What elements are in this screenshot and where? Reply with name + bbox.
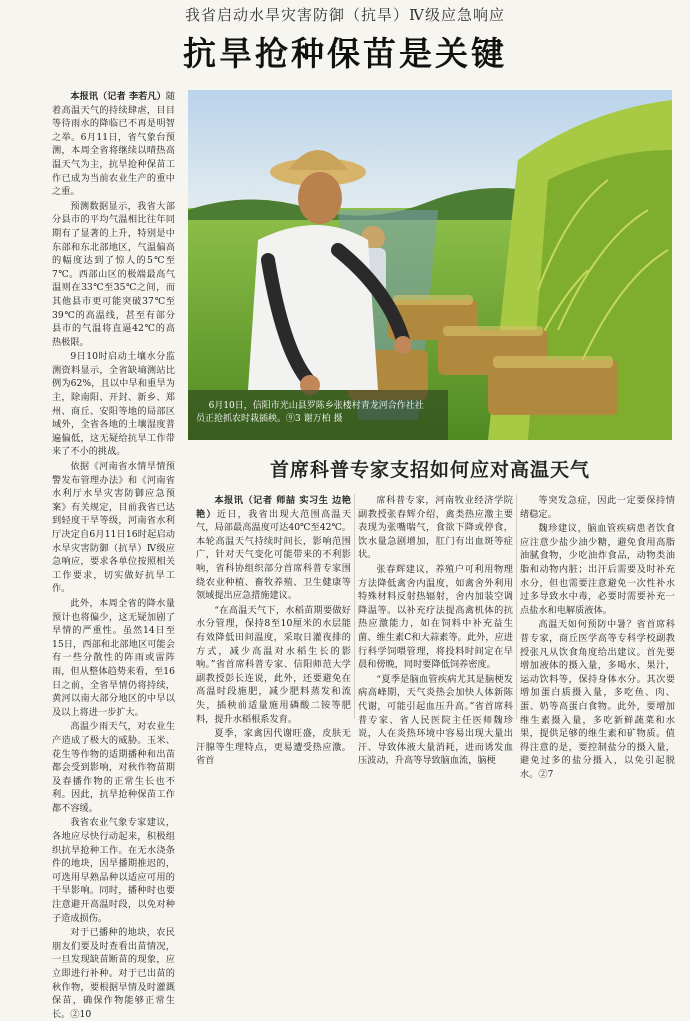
paragraph-text: 随着高温天气的持续肆虐，目目等待雨水的降临已不再是明智之举。6月11日，省气象台预测，本周全省将继续以晴热高温天气为主，抗旱抢种保苗工作已成为当前农业生产的重中之重。: [52, 91, 175, 198]
paragraph-text: 夏季，家禽因代谢旺盛，皮肤无汗腺等生理特点，更易遭受热应激。省首: [196, 728, 351, 767]
paragraph: [52, 90, 175, 199]
paragraph: [52, 200, 175, 350]
column-divider: [516, 494, 517, 719]
paragraph: [358, 494, 513, 562]
paragraph-text: 我省农业气象专家建议，各地应尽快行动起来，积极组织抗旱抢种工作。在无水浇条件的地块，因旱播期推迟的，可选用早熟品种以适应可用的干旱影响。同时，播种时也要注意避开高温时段，以免对种子造成损伤。: [52, 817, 175, 924]
paragraph-text: 近日，我省出现大范围高温天气，局部最高温度可达40℃至42℃。本轮高温天气持续时间长，影响范围广，针对天气变化可能带来的不利影响，省科协组织部分首席科普专家围绕农业种植、畜牧养殖、卫生健康等领域提出应急措施建议。: [196, 508, 352, 602]
article-column-1: [196, 494, 352, 767]
byline: 本报讯（记者 师喆 实习生 边艳艳）: [196, 495, 351, 520]
paragraph: [358, 563, 513, 672]
paragraph: [520, 522, 675, 617]
sub-headline: 首席科普专家支招如何应对高温天气: [269, 459, 590, 481]
paragraph-text: 依据《河南省水情旱情预警发布管理办法》和《河南省水利厅水旱灾害防御应急预案》有关规定，目前我省已达到轻度干旱等级，河南省水利厅决定自6月11日16时起启动水旱灾害防御（抗旱）Ⅳ级应急响应，要求各单位按照相关工作要求，切实做好抗旱工作。: [52, 461, 175, 595]
paragraph: [520, 618, 675, 781]
paragraph: [52, 597, 175, 719]
farmers-planting-rice-illustration: [188, 90, 672, 440]
paragraph-text: 预测数据显示，我省大部分县市的平均气温相比往年同期有了显著的上升，特别是中东部和东北部地区，气温偏高的幅度达到了惊人的5℃至7℃。西部山区的极端最高气温则在33℃至35℃之间，而其他县市更可能突破37℃至39℃的高温线，甚至有部分县市的气温将直逼42℃的高热极限。: [52, 200, 175, 348]
byline: 本报讯（记者 李若凡）: [70, 91, 166, 102]
news-photo: [188, 90, 672, 440]
paragraph: [196, 727, 351, 768]
photo-caption-text: 6月10日，信阳市光山县罗陈乡张楼村青龙河合作社社员正抢抓农时栽插秧。⑨3 谢万柏 摄: [196, 401, 424, 424]
paragraph: [52, 350, 175, 459]
photo-caption: [196, 400, 426, 426]
paragraph-text: 魏珍建议，脑血管疾病患者饮食应注意少盐少油少糖，避免食用高脂油腻食物，少吃油炸食品，动物类油脂和动物内脏；出汗后需要及时补充水分，但也需要注意避免一次性补水过多导致水中毒，必要时需要补充一点盐水和电解质液体。: [520, 523, 675, 616]
paragraph-text: 高温少雨天气，对农业生产造成了极大的威胁。玉米、花生等作物的适期播种和出苗都会受到影响，对秋作物苗期及春播作物的正常生长也不利。因此，抗旱抢种保苗工作都不容缓。: [52, 721, 175, 814]
paragraph: [52, 720, 175, 815]
paragraph-text: 席科普专家，河南牧业经济学院副教授张春辉介绍，禽类热应激主要表现为张嘴喘气，食欲下降或停食，饮水量急剧增加，肛门有出血斑等症状。: [358, 495, 513, 561]
paragraph: [358, 673, 513, 768]
paragraph-text: 9日10时启动土壤水分监测资料显示，全省缺墒测站比例为62%，且以中早和重旱为主，除南阳、开封、新乡、郑州、商丘、安阳等地的局部区域外，全省各地的土壤湿度普遍偏低，这无疑给抗旱工作带来了不小的挑战。: [52, 351, 175, 458]
paragraph-text: “在高温天气下，水稻苗期要做好水分管理，保持8至10厘米的水层能有效降低田间温度，采取日灌夜排的方式，减少高温对水稻生长的影响。”省首席科普专家、信阳师范大学副教授彭长连说，此外，还要避免在高温时段施肥，减少肥料蒸发和流失，插秧前适量施用磷酸二铵等肥料，提升水稻根系发育。: [196, 604, 351, 725]
main-headline: 抗旱抢种保苗是关键: [183, 34, 507, 73]
paragraph-text: “夏季是脑血管疾病尤其是脑梗发病高峰期，天气炎热会加快人体新陈代谢，可能引起血压升高。”省首席科普专家、省人民医院主任医师魏珍说，人在炎热环境中容易出现大量出汗、导致体液大量消耗，进而诱发血压波动，升高等导致脑血流，脑梗: [358, 673, 513, 767]
paragraph-text: 张春辉建议，养殖户可利用物理方法降低禽舍内温度，如禽舍外利用特殊材料反射热辐射，舍内加装空调降温等。以补充疗法提高禽机体的抗热应激能力，如在饲料中补充益生菌、维生素C和大蒜素等。此外，应进行科学饲喂管理，将投料时间定在早晨和傍晚，同时要降低饲养密度。: [358, 563, 513, 671]
paragraph-text: 此外，本周全省的降水量预计也将偏少，这无疑加剧了旱情的严重性。虽然14日至15日，西部和北部地区可能会有一些分散性的阵雨或雷阵雨，但从整体趋势来看，至16日之前，全省旱情仍将持续，黄河以南大部分地区的中早以及以上将进一步扩大。: [52, 597, 175, 718]
paragraph-text: 对于已播种的地块，农民朋友们要及时查看出苗情况，一旦发现缺苗断苗的现象，应立即进行补种。对于已出苗的秋作物，要根据旱情及时灌溉保苗，确保作物能够正常生长。②10: [52, 927, 175, 1020]
paragraph-text: 等突发急症，因此一定要保持情绪稳定。: [520, 495, 675, 520]
article-column-3: [520, 494, 675, 780]
column-divider: [354, 494, 355, 719]
paragraph: [196, 494, 351, 603]
paragraph: [520, 494, 675, 521]
kicker-line: 我省启动水旱灾害防御（抗旱）Ⅳ级应急响应: [185, 6, 505, 24]
paragraph: [52, 460, 175, 596]
paragraph: [52, 926, 175, 1021]
lead-article-column: [52, 90, 175, 1020]
paragraph: [196, 604, 351, 726]
paragraph-text: 高温天如何预防中暑？省首席科普专家，商丘医学高等专科学校副教授张凡从饮食角度给出建议。首先要增加液体的摄入量，多喝水、果汁，运动饮料等，保持身体水分。其次要增加蛋白质摄入量，多吃鱼、肉、蛋、奶等高蛋白食物。此外，要增加维生素摄入量，多吃新鲜蔬菜和水果，提供足够的维生素和矿物质。值得注意的是，要控制盐分的摄入量，避免过多的盐分摄入，以免引起脱水。②7: [520, 619, 675, 780]
paragraph: [52, 816, 175, 925]
article-column-2: [358, 494, 513, 767]
